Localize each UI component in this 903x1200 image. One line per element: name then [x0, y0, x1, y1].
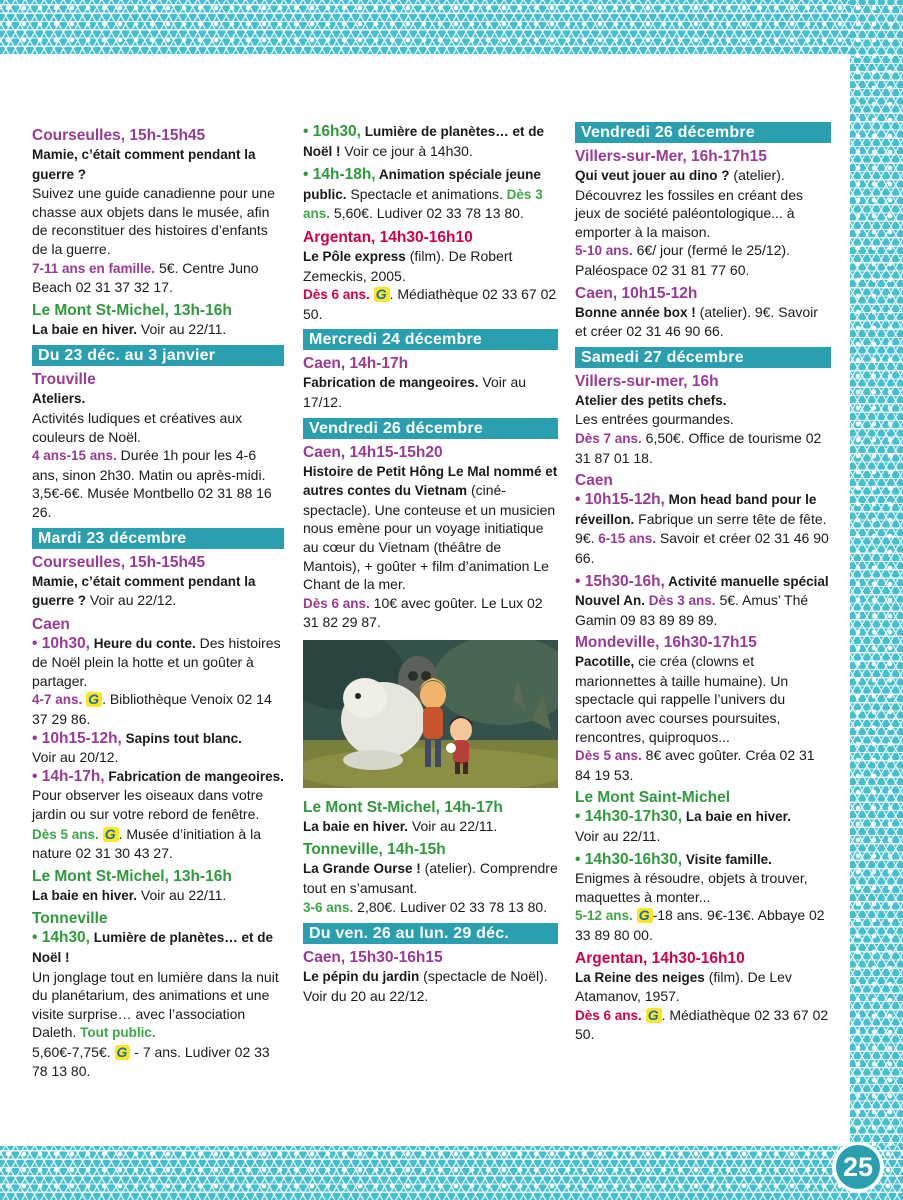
event-listing: [575, 166, 831, 280]
event-text: Voir au 20/12.: [32, 749, 119, 766]
age-range: Dès 6 ans.: [303, 287, 370, 303]
event-title: Mamie, c’était comment pendant la guerre ?: [32, 147, 256, 182]
event-text: Pour observer les oiseaux dans votre jardin ou sur votre rebord de fenêtre.: [32, 787, 264, 823]
event-title: Activité manuelle spécial Nouvel An.: [575, 573, 829, 609]
place-heading: Caen, 10h15-12h: [575, 284, 698, 302]
event-listing: [303, 967, 558, 1005]
date-header: Samedi 27 décembre: [575, 347, 831, 368]
age-range: Dès 3 ans.: [303, 186, 543, 222]
column-1: [32, 122, 284, 1080]
event-text: Les entrées gourmandes.: [575, 411, 734, 428]
event-listing: [32, 572, 284, 611]
event-text: (film). De Robert Zemeckis, 2005.: [303, 247, 513, 284]
event-info: . Médiathèque 02 33 67 02 50.: [303, 286, 557, 322]
age-range: Dès 5 ans.: [32, 826, 99, 842]
event-info: Savoir et créer 02 31 46 90 66.: [575, 530, 829, 566]
event-title: Le Pôle express: [303, 248, 406, 264]
date-header: Vendredi 26 décembre: [575, 122, 831, 143]
event-title: Mamie, c’était comment pendant la guerre ?: [32, 573, 256, 609]
event-info: 5€. Centre Juno Beach 02 31 37 32 17.: [32, 259, 259, 296]
age-range: 3-6 ans.: [303, 899, 354, 915]
place-heading: Trouville: [32, 371, 96, 389]
event-info: - 7 ans. Ludiver 02 33 78 13 80.: [32, 1043, 270, 1079]
age-range: Dès 3 ans.: [645, 593, 716, 609]
event-title: Pacotille,: [575, 654, 635, 670]
event-title: Histoire de Petit Hông Le Mal nommé et autres contes du Vietnam: [303, 463, 558, 499]
page-number: 25: [836, 1145, 880, 1189]
place-heading: Le Mont St-Michel, 14h-17h: [303, 798, 503, 816]
free-badge-icon: G: [637, 908, 653, 923]
event-listing: [303, 373, 558, 411]
event-info: . Musée d’initiation à la nature 02 31 30 43 27.: [32, 825, 261, 862]
event-listing: [32, 886, 284, 906]
date-header: Vendredi 26 décembre: [303, 418, 558, 439]
event-info: . Bibliothèque Venoix 02 14 37 29 86.: [32, 691, 272, 728]
event-time: • 14h30-17h30,: [575, 808, 683, 826]
event-time: • 10h30,: [32, 634, 90, 652]
event-listing: [303, 859, 558, 917]
event-time: • 14h30-16h30,: [575, 850, 683, 868]
age-range: 4-7 ans.: [32, 692, 83, 708]
place-heading: Caen, 14h-17h: [303, 355, 409, 373]
event-text: Voir au 22/11.: [408, 817, 498, 834]
age-range: Dès 7 ans.: [575, 430, 642, 446]
event-title: La baie en hiver.: [32, 887, 138, 903]
event-listing: [575, 490, 831, 567]
event-time: • 14h-17h,: [32, 767, 105, 785]
decorative-pattern-bottom: [0, 1146, 903, 1200]
event-text: (atelier). Comprendre tout en s’amusant.: [303, 860, 558, 897]
event-title: Heure du conte.: [90, 635, 196, 651]
age-range: 4 ans-15 ans.: [32, 448, 117, 464]
age-range: Dès 5 ans.: [575, 748, 642, 764]
age-range: 5-12 ans.: [575, 908, 633, 924]
event-listing: [32, 145, 284, 297]
event-info: . Médiathèque 02 33 67 02 50.: [575, 1006, 829, 1043]
age-range: 7-11 ans en famille.: [32, 260, 156, 276]
age-range: Tout public.: [76, 1025, 156, 1041]
page-number-badge: [832, 1142, 884, 1192]
event-listing: [575, 303, 831, 341]
event-info: 8€ avec goûter. Créa 02 31 84 19 53.: [575, 747, 815, 783]
event-listing: [575, 391, 831, 467]
event-text: Des histoires de Noël plein la hotte et un goûter à partager.: [32, 634, 281, 689]
decorative-pattern-top: [0, 0, 903, 54]
event-info: 5€. Amus’ Thé Gamin 09 83 89 89 89.: [575, 592, 809, 628]
place-heading: Caen: [32, 615, 70, 633]
event-listing: [32, 928, 284, 1080]
age-range: Dès 6 ans.: [575, 1007, 642, 1023]
event-info: 6€/ jour (fermé le 25/12). Paléospace 02 31 81 77 60.: [575, 242, 790, 278]
event-title: Ateliers.: [32, 391, 86, 407]
place-heading: Caen, 15h30-16h15: [303, 949, 443, 967]
event-listing: [303, 817, 558, 837]
event-title: La baie en hiver.: [303, 818, 409, 834]
place-heading: Le Mont St-Michel, 13h-16h: [32, 301, 232, 319]
event-text: Spectacle et animations.: [346, 185, 503, 202]
event-info: 5,60€-7,75€.: [32, 1043, 111, 1060]
event-title: Visite famille.: [682, 851, 772, 867]
event-listing: [32, 320, 284, 340]
event-time: • 16h30,: [303, 123, 361, 140]
event-time: • 10h15-12h,: [575, 491, 665, 509]
event-info: 10€ avec goûter. Le Lux 02 31 82 29 87.: [303, 594, 543, 631]
event-info: Durée 1h pour les 4-6 ans, sinon 2h30. Matin ou après-midi. 3,5€-6€. Musée Montbello 02 31 88 16 26.: [32, 447, 272, 520]
free-badge-icon: G: [374, 287, 390, 302]
place-heading: Le Mont Saint-Michel: [575, 789, 730, 807]
event-listing: [303, 247, 558, 323]
place-heading: Mondeville, 16h30-17h15: [575, 634, 757, 652]
date-header: Du ven. 26 au lun. 29 déc.: [303, 923, 558, 944]
event-title: Bonne année box !: [575, 304, 696, 320]
event-title: La Reine des neiges: [575, 969, 705, 985]
place-heading: Courseulles, 15h-15h45: [32, 553, 206, 571]
event-info: 6,50€. Office de tourisme 02 31 87 01 18.: [575, 429, 822, 466]
event-title: La baie en hiver.: [32, 321, 138, 337]
event-text: Suivez une guide canadienne pour une chasse aux objets dans le musée, afin de reconstituer des histoires d’enfants de la guerre.: [32, 185, 275, 257]
event-title: Atelier des petits chefs.: [575, 392, 727, 408]
event-time: • 10h15-12h,: [32, 729, 122, 747]
decorative-pattern-right: [850, 0, 903, 1200]
free-badge-icon: G: [86, 692, 102, 707]
event-text: (ciné-spectacle). Une conteuse et un musicien nous emène pour un voyage initiatique au cœur du Vietnam (théâtre de Mantois), + goûter + film d’animation Le Chant de la mer.: [303, 482, 556, 593]
event-listing: [575, 850, 831, 945]
free-badge-icon: G: [646, 1008, 662, 1023]
date-header: Du 23 déc. au 3 janvier: [32, 345, 284, 366]
place-heading: Tonneville: [32, 910, 108, 928]
film-still-image: [303, 640, 558, 788]
age-range: 5-10 ans.: [575, 243, 633, 259]
event-info: -18 ans. 9€-13€. Abbaye 02 33 89 80 00.: [575, 907, 825, 943]
event-listing: [575, 807, 831, 845]
event-text: Voir au 22/12.: [86, 592, 177, 609]
place-heading: Argentan, 14h30-16h10: [575, 949, 745, 967]
event-text: (atelier). Découvrez les fossiles en créant des jeux de société paléontologique... à emporter à la maison.: [575, 167, 803, 240]
free-badge-icon: G: [115, 1045, 131, 1060]
date-header: Mardi 23 décembre: [32, 528, 284, 549]
column-2: [303, 122, 558, 1005]
event-listing: [303, 122, 558, 161]
place-heading: Caen: [575, 472, 613, 490]
event-title: Mon head band pour le réveillon.: [575, 492, 817, 527]
event-title: Qui veut jouer au dino ?: [575, 168, 730, 183]
event-listing: [303, 165, 558, 224]
event-time: • 15h30-16h,: [575, 572, 665, 590]
event-text: Voir au 22/11.: [137, 886, 227, 903]
event-title: Animation spéciale jeune public.: [303, 167, 541, 202]
place-heading: Tonneville, 14h-15h: [303, 841, 446, 859]
event-info: 5,60€. Ludiver 02 33 78 13 80.: [330, 205, 524, 222]
event-title: Fabrication de mangeoires.: [303, 375, 479, 391]
place-heading: Argentan, 14h30-16h10: [303, 228, 473, 246]
event-listing: [575, 968, 831, 1044]
event-listing: [32, 767, 284, 863]
event-listing: [32, 389, 284, 521]
event-text: (spectacle de Noël). Voir du 20 au 22/12.: [303, 968, 548, 1004]
event-text: (atelier). 9€. Savoir et créer 02 31 46 90 66.: [575, 303, 818, 340]
event-text: Activités ludiques et créatives aux couleurs de Noël.: [32, 409, 243, 445]
event-listing: [575, 572, 831, 630]
event-listing: [575, 652, 831, 784]
event-text: cie créa (clowns et marionnettes à taille humaine). Un spectacle qui rappelle l’univers du cartoon avec courses poursuites, rencontres, quiproquos...: [575, 653, 789, 745]
age-range: Dès 6 ans.: [303, 595, 370, 611]
place-heading: Villers-sur-Mer, 16h-17h15: [575, 148, 767, 165]
event-text: Voir ce jour à 14h30.: [340, 142, 473, 159]
place-heading: Le Mont St-Michel, 13h-16h: [32, 867, 232, 885]
event-listing: [32, 634, 284, 729]
place-heading: Villers-sur-mer, 16h: [575, 372, 719, 390]
event-title: La Grande Ourse !: [303, 861, 421, 877]
event-text: Un jonglage tout en lumière dans la nuit du planétarium, des animations et une visite surprise… avec l’association Daleth.: [32, 968, 279, 1041]
event-text: Enigmes à résoudre, objets à trouver, maquettes à monter...: [575, 870, 808, 905]
event-title: Sapins tout blanc.: [121, 730, 242, 746]
event-title: Lumière de planètes… et de Noël !: [32, 930, 274, 965]
column-3: [575, 122, 831, 1044]
event-time: • 14h30,: [32, 929, 90, 947]
event-text: Voir au 22/11.: [575, 828, 661, 845]
date-header: Mercredi 24 décembre: [303, 329, 558, 350]
event-text: Voir au 17/12.: [303, 374, 527, 410]
event-time: • 14h-18h,: [303, 166, 376, 184]
event-text: Voir au 22/11.: [137, 320, 227, 337]
event-listing: [303, 462, 558, 632]
event-listing: [32, 729, 284, 767]
event-text: (film). De Lev Atamanov, 1957.: [575, 968, 792, 1005]
free-badge-icon: G: [103, 827, 119, 842]
event-title: Lumière de planètes… et de Noël !: [303, 124, 545, 159]
age-range: 6-15 ans.: [594, 531, 657, 547]
event-title: Fabrication de mangeoires.: [104, 768, 284, 784]
event-title: Le pépin du jardin: [303, 969, 420, 985]
place-heading: Courseulles, 15h-15h45: [32, 127, 206, 144]
event-info: 2,80€. Ludiver 02 33 78 13 80.: [353, 898, 548, 915]
event-title: La baie en hiver.: [682, 809, 791, 825]
event-text: Fabrique un serre tête de fête. 9€.: [575, 510, 827, 547]
place-heading: Caen, 14h15-15h20: [303, 443, 443, 461]
